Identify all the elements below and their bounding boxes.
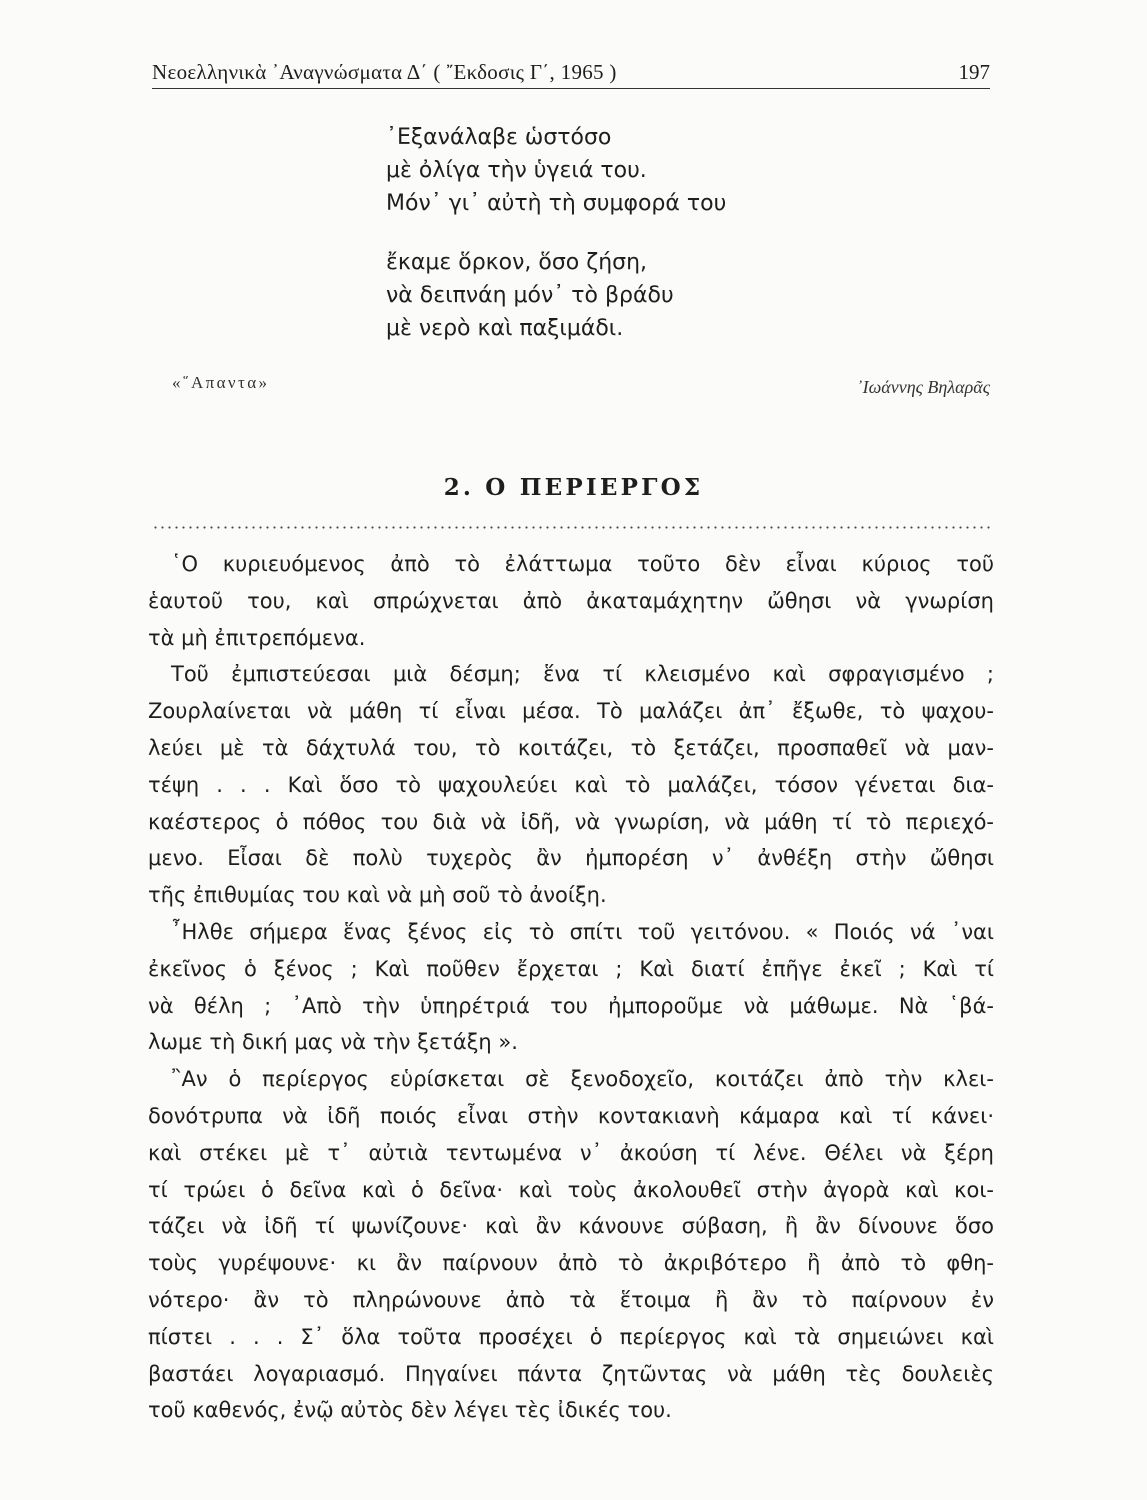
text-line: τοῦ καθενός, ἐνῷ αὐτὸς δὲν λέγει τὲς ἰδικές του.: [148, 1398, 672, 1423]
poem-verse: ᾿Εξανάλαβε ὡστόσο: [386, 125, 612, 150]
text-line: Ζουρλαίνεται νὰ μάθη τί εἶναι μέσα. Τὸ μαλάζει ἀπ᾿ ἔξωθε, τὸ ψαχου-: [148, 699, 994, 724]
poem-verse: νὰ δειπνάη μόν᾿ τὸ βράδυ: [386, 283, 674, 308]
poem-excerpt: [386, 121, 726, 345]
text-line: τάζει νὰ ἰδῆ τί ψωνίζουνε· καὶ ἂν κάνουνε σύβαση, ἢ ἂν δίνουνε ὅσο: [148, 1214, 994, 1239]
text-line: δονότρυπα νὰ ἰδῆ ποιός εἶναι στὴν κοντακιανὴ κάμαρα καὶ τί κάνει·: [148, 1103, 994, 1128]
poem-source: «῞Απαντα»: [172, 373, 270, 392]
text-line: τέψη . . . Καὶ ὅσο τὸ ψαχουλεύει καὶ τὸ μαλάζει, τόσον γένεται δια-: [148, 772, 994, 797]
text-line: τοὺς γυρέψουνε· κι ἂν παίρνουν ἀπὸ τὸ ἀκριβότερο ἢ ἀπὸ τὸ φθη-: [148, 1251, 994, 1276]
poem-verse: μὲ νερὸ καὶ παξιμάδι.: [386, 316, 624, 341]
text-line: ἐκεῖνος ὁ ξένος ; Καὶ ποῦθεν ἔρχεται ; Καὶ διατί ἐπῆγε ἐκεῖ ; Καὶ τί: [148, 956, 994, 981]
section-title: 2. Ο ΠΕΡΙΕΡΓΟΣ: [443, 474, 704, 501]
text-line: ἑαυτοῦ του, καὶ σπρώχνεται ἀπὸ ἀκαταμάχητην ὤθησι νὰ γνωρίση: [148, 588, 994, 613]
text-line: βαστάει λογαριασμό. Πηγαίνει πάντα ζητῶντας νὰ μάθη τὲς δουλειὲς: [148, 1361, 994, 1386]
essay-body: [148, 546, 994, 1429]
text-line: Τοῦ ἐμπιστεύεσαι μιὰ δέσμη; ἕνα τί κλεισμένο καὶ σφραγισμένο ;: [171, 662, 994, 687]
text-line: ῏Ηλθε σήμερα ἕνας ξένος εἰς τὸ σπίτι τοῦ γειτόνου. « Ποιός νά ᾿ναι: [171, 919, 994, 944]
text-line: λωμε τὴ δική μας νὰ τὴν ξετάξη ».: [148, 1030, 518, 1055]
text-line: τὰ μὴ ἐπιτρεπόμενα.: [148, 625, 366, 650]
header-title: Νεοελληνικὰ ᾿Αναγνώσματα Δ΄ ( ῎Εκδοσις Γ΄, 1965 ): [152, 60, 617, 84]
stanza-gap: [386, 220, 726, 246]
text-line: καὶ στέκει μὲ τ᾿ αὐτιὰ τεντωμένα ν᾿ ἀκούση τί λένε. Θέλει νὰ ξέρη: [148, 1140, 994, 1165]
text-line: λεύει μὲ τὰ δάχτυλά του, τὸ κοιτάζει, τὸ ξετάζει, προσπαθεῖ νὰ μαν-: [148, 735, 994, 760]
poem-verse: ἔκαμε ὅρκον, ὅσο ζήση,: [386, 250, 648, 275]
poem-author: ᾿Ιωάννης Βηλαρᾶς: [856, 377, 990, 397]
poem-verse: Μόν᾿ γι᾿ αὐτὴ τὴ συμφορά του: [386, 191, 727, 216]
text-line: τῆς ἐπιθυμίας του καὶ νὰ μὴ σοῦ τὸ ἀνοίξη.: [148, 883, 607, 908]
page-number: 197: [958, 60, 990, 84]
text-line: καέστερος ὁ πόθος του διὰ νὰ ἰδῆ, νὰ γνωρίση, νὰ μάθη τί τὸ περιεχό-: [148, 809, 994, 834]
text-line: ῾Ο κυριευόμενος ἀπὸ τὸ ἐλάττωμα τοῦτο δὲν εἶναι κύριος τοῦ: [171, 552, 994, 576]
text-line: νότερο· ἂν τὸ πληρώνουνε ἀπὸ τὰ ἕτοιμα ἢ ἂν τὸ παίρνουν ἐν: [148, 1287, 994, 1312]
text-line: ῍Αν ὁ περίεργος εὑρίσκεται σὲ ξενοδοχεῖο, κοιτάζει ἀπὸ τὴν κλει-: [171, 1067, 994, 1092]
dotted-divider: [152, 526, 990, 529]
poem-verse: μὲ ὀλίγα τὴν ὑγειά του.: [386, 158, 647, 183]
text-line: πίστει . . . Σ᾿ ὅλα τοῦτα προσέχει ὁ περίεργος καὶ τὰ σημειώνει καὶ: [148, 1324, 994, 1349]
text-line: μενο. Εἶσαι δὲ πολὺ τυχερὸς ἂν ἠμπορέση ν᾿ ἀνθέξη στὴν ὤθησι: [148, 846, 994, 871]
text-line: τί τρώει ὁ δεῖνα καὶ ὁ δεῖνα· καὶ τοὺς ἀκολουθεῖ στὴν ἀγορὰ καὶ κοι-: [148, 1177, 994, 1202]
text-line: νὰ θέλη ; ᾿Απὸ τὴν ὑπηρέτριά του ἠμποροῦμε νὰ μάθωμε. Νὰ ῾βά-: [148, 993, 994, 1018]
running-header: [152, 56, 990, 89]
